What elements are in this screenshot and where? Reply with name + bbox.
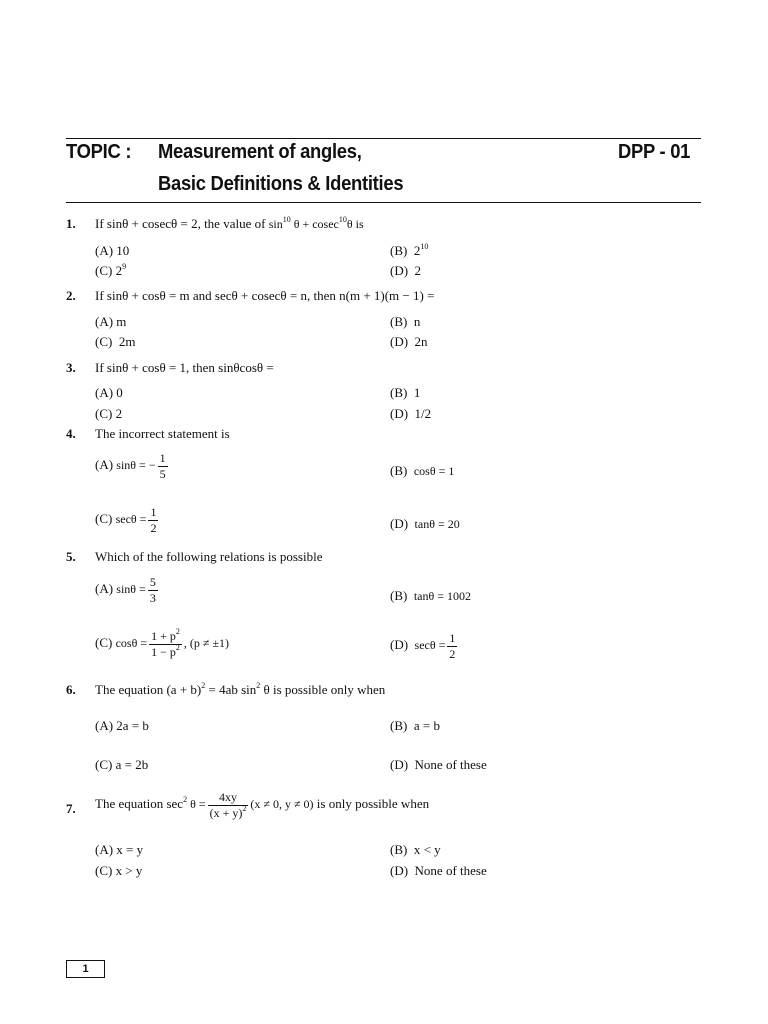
option-c[interactable]: (C) $2^9$	[95, 262, 127, 278]
question-number: 1.	[66, 216, 76, 231]
option-b[interactable]: (B) x < y	[390, 842, 441, 857]
option-d[interactable]: (D) tanθ = 20	[390, 516, 460, 531]
question-text: If sinθ + cosecθ = 2, the value of $\sin^{10} \theta + cosec^{10}\theta$ is	[95, 215, 364, 231]
question-number: 3.	[66, 360, 76, 375]
option-c[interactable]: (C) secθ = $\frac{1}{2}$	[95, 505, 157, 535]
topic-label: TOPIC :	[66, 141, 132, 163]
option-a[interactable]: (A) m	[95, 314, 127, 329]
option-a[interactable]: (A) 2a = b	[95, 718, 149, 733]
question-text: The incorrect statement is	[95, 426, 230, 441]
option-a[interactable]: (A) sinθ = $\frac{5}{3}$	[95, 575, 156, 605]
option-b[interactable]: (B) tanθ = 1002	[390, 588, 472, 603]
option-c[interactable]: (C) a = 2b	[95, 757, 149, 772]
option-d[interactable]: (D) 1/2	[390, 406, 432, 421]
question-text: The equation $(a + b)^2 = 4ab$ $\sin^2 \theta$ is possible only when	[95, 681, 386, 697]
header-bottom-rule	[66, 202, 701, 203]
question-text: The equation $\sec^2 \theta$ = $\frac{4xy}{(x + y)^2}$ (x ≠ 0, y ≠ 0) is only possible when	[95, 790, 430, 820]
option-b[interactable]: (B) 1	[390, 385, 421, 400]
option-d[interactable]: (D) 2n	[390, 334, 428, 349]
option-c[interactable]: (C) cosθ = $\frac{1 + p^2}{1 - p^2}$ , (p ≠ ±1)	[95, 627, 230, 659]
option-d[interactable]: (D) secθ = $\frac{1}{2}$	[390, 631, 456, 661]
option-b[interactable]: (B) $2^{10}$	[390, 242, 429, 258]
option-a[interactable]: (A) x = y	[95, 842, 144, 857]
question-number: 6.	[66, 682, 76, 697]
question-number: 2.	[66, 288, 76, 303]
question-number: 7.	[66, 801, 76, 816]
option-d[interactable]: (D) None of these	[390, 757, 487, 772]
page-number-box: 1	[66, 960, 105, 978]
question-text: If sinθ + cosθ = m and secθ + cosecθ = n, then n(m + 1)(m − 1) =	[95, 288, 435, 303]
option-d[interactable]: (D) None of these	[390, 863, 487, 878]
option-c[interactable]: (C) x > y	[95, 863, 143, 878]
topic-title-line2: Basic Definitions & Identities	[158, 173, 404, 195]
option-b[interactable]: (B) cosθ = 1	[390, 463, 455, 478]
option-d[interactable]: (D) 2	[390, 263, 422, 278]
topic-title-line1: Measurement of angles,	[158, 141, 362, 163]
option-a[interactable]: (A) 10	[95, 243, 130, 258]
question-number: 4.	[66, 426, 76, 441]
option-a[interactable]: (A) sinθ = − $\frac{1}{5}$	[95, 451, 166, 481]
option-b[interactable]: (B) n	[390, 314, 421, 329]
question-text: If sinθ + cosθ = 1, then sinθcosθ =	[95, 360, 274, 375]
option-b[interactable]: (B) a = b	[390, 718, 440, 733]
option-a[interactable]: (A) 0	[95, 385, 123, 400]
dpp-label: DPP - 01	[618, 141, 691, 163]
question-number: 5.	[66, 549, 76, 564]
option-c[interactable]: (C) 2	[95, 406, 123, 421]
header-top-rule	[66, 138, 701, 139]
question-text: Which of the following relations is possible	[95, 549, 323, 564]
option-c[interactable]: (C) 2m	[95, 334, 136, 349]
